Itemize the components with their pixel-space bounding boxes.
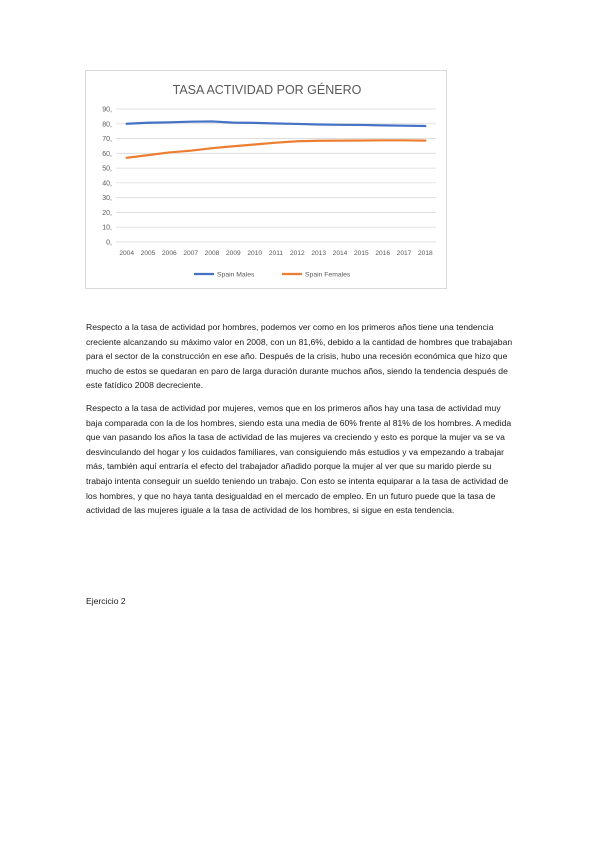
x-tick-label: 2012: [289, 250, 305, 257]
x-tick-label: 2009: [225, 250, 241, 257]
y-tick-label: 80,: [102, 121, 112, 129]
y-tick-label: 90,: [102, 106, 112, 114]
x-tick-label: 2007: [183, 250, 199, 257]
y-tick-label: 10,: [102, 224, 112, 232]
series-line-females: [127, 140, 426, 157]
legend-label: Spain Males: [217, 271, 255, 279]
x-tick-label: 2004: [119, 250, 135, 257]
y-tick-label: 20,: [102, 209, 112, 217]
x-tick-label: 2005: [140, 250, 156, 257]
x-tick-label: 2010: [247, 250, 263, 257]
chart-canvas: [86, 71, 448, 290]
chart-title: TASA ACTIVIDAD POR GÉNERO: [172, 83, 362, 97]
x-tick-label: 2018: [417, 250, 433, 257]
y-tick-label: 60,: [102, 150, 112, 158]
paragraph-females: Respecto a la tasa de actividad por mujeres, vemos que en los primeros años hay una tasa de actividad muy baja comparada con la de los hombres, siendo esta una media de 60% frente al 81% de los hombres. A medida que van pasando los años la tasa de actividad de las mujeres va creciendo y esto es porque la mujer va se va desvinculando del hogar y los cuidados familiares, van consiguiendo más estudios y va empezando a trabajar más, también aquí entraría el efecto del trabajador añadido porque la mujer al ver que su marido pierde su trabajo intenta conseguir un sueldo teniendo un trabajo. Con esto se intenta equiparar a la tasa de actividad de los hombres, y que no haya tanta desigualdad en el mercado de empleo. En un futuro puede que la tasa de actividad de las mujeres iguale a la tasa de actividad de los hombres, si sigue en esta tendencia.: [86, 402, 512, 516]
y-tick-label: 40,: [102, 180, 112, 188]
x-tick-label: 2014: [332, 250, 348, 257]
x-tick-label: 2006: [161, 250, 177, 257]
activity-rate-chart: [85, 70, 447, 289]
body-text: [86, 320, 516, 526]
y-tick-label: 70,: [102, 136, 112, 144]
y-tick-label: 50,: [102, 165, 112, 173]
x-tick-label: 2016: [375, 250, 391, 257]
y-tick-label: 30,: [102, 195, 112, 203]
x-tick-label: 2015: [353, 250, 369, 257]
exercise-heading: Ejercicio 2: [86, 596, 126, 606]
legend-label: Spain Females: [305, 271, 351, 279]
x-tick-label: 2008: [204, 250, 220, 257]
x-tick-label: 2017: [396, 250, 412, 257]
paragraph-males: Respecto a la tasa de actividad por hombres, podemos ver como en los primeros años tiene una tendencia creciente alcanzando su máximo valor en 2008, con un 81,6%, debido a la cantidad de hombres que trabajaban para el sector de la construcción en ese año. Después de la crisis, hubo una recesión económica que hizo que mucho de estos se quedaran en paro de larga duración durante muchos años, siendo la tendencia después de este fatídico 2008 decreciente.: [86, 322, 513, 391]
x-tick-label: 2011: [268, 250, 284, 257]
x-tick-label: 2013: [311, 250, 327, 257]
y-tick-label: 0,: [106, 239, 112, 247]
